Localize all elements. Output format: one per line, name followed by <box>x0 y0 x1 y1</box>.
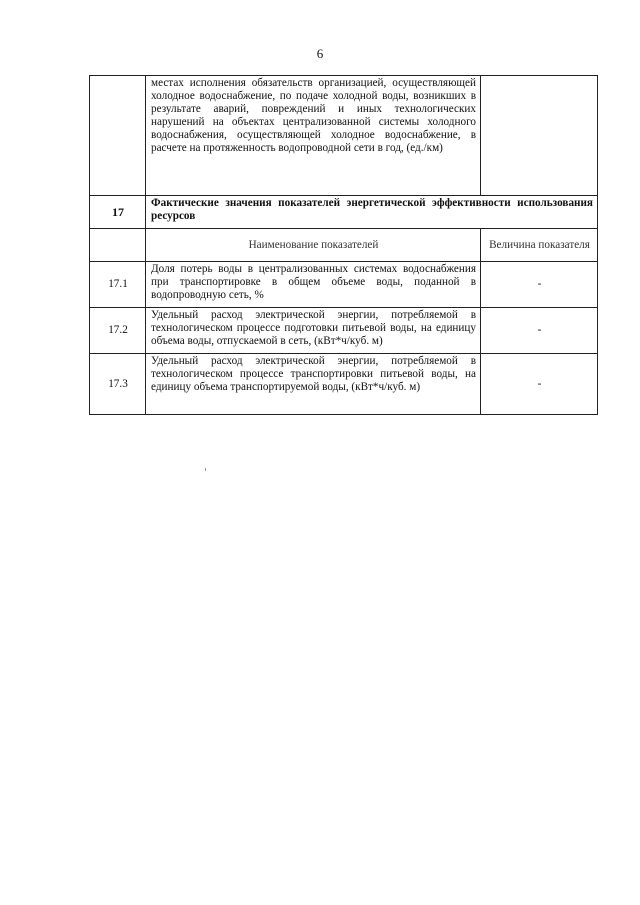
table-row <box>90 354 598 415</box>
indicator-value-cell: - <box>481 308 598 354</box>
row-number-cell: 17.2 <box>90 308 146 354</box>
indicator-value-cell: - <box>481 262 598 308</box>
column-header-value: Величина показателя <box>481 229 598 262</box>
row-number-cell: 17.3 <box>90 354 146 415</box>
table-row <box>90 262 598 308</box>
section-number: 17 <box>90 196 146 229</box>
indicator-text-cell: Доля потерь воды в централизованных системах водоснабжения при транспортировке в общем объеме воды, поданной в водопроводную сеть, % <box>146 262 481 308</box>
column-header-name: Наименование показателей <box>146 229 481 262</box>
scan-artifact <box>205 468 206 471</box>
row-number-cell <box>90 76 146 196</box>
indicator-text-cell: Удельный расход электрической энергии, потребляемой в технологическом процессе транспортировки питьевой воды, на единицу объема транспортируемой воды, (кВт*ч/куб. м) <box>146 354 481 415</box>
indicators-table <box>89 75 598 415</box>
column-header-number <box>90 229 146 262</box>
column-header-row <box>90 229 598 262</box>
table-row <box>90 308 598 354</box>
section-title: Фактические значения показателей энергетической эффективности использования ресурсов <box>146 196 598 229</box>
section-header-row <box>90 196 598 229</box>
page-number: 6 <box>316 46 324 61</box>
row-number-cell: 17.1 <box>90 262 146 308</box>
indicator-value-cell: - <box>481 354 598 415</box>
table-row-continuation <box>90 76 598 196</box>
indicator-value-cell <box>481 76 598 196</box>
indicator-text-cell: местах исполнения обязательств организацией, осуществляющей холодное водоснабжение, по подаче холодной воды, возникших в результате аварий, повреждений и иных технологических нарушений на объектах централизованной системы холодного водоснабжения, осуществляющей холодное водоснабжение, в расчете на протяженность водопроводной сети в год, (ед./км) <box>146 76 481 196</box>
indicator-text-cell: Удельный расход электрической энергии, потребляемой в технологическом процессе подготовки питьевой воды, на единицу объема воды, отпускаемой в сеть, (кВт*ч/куб. м) <box>146 308 481 354</box>
